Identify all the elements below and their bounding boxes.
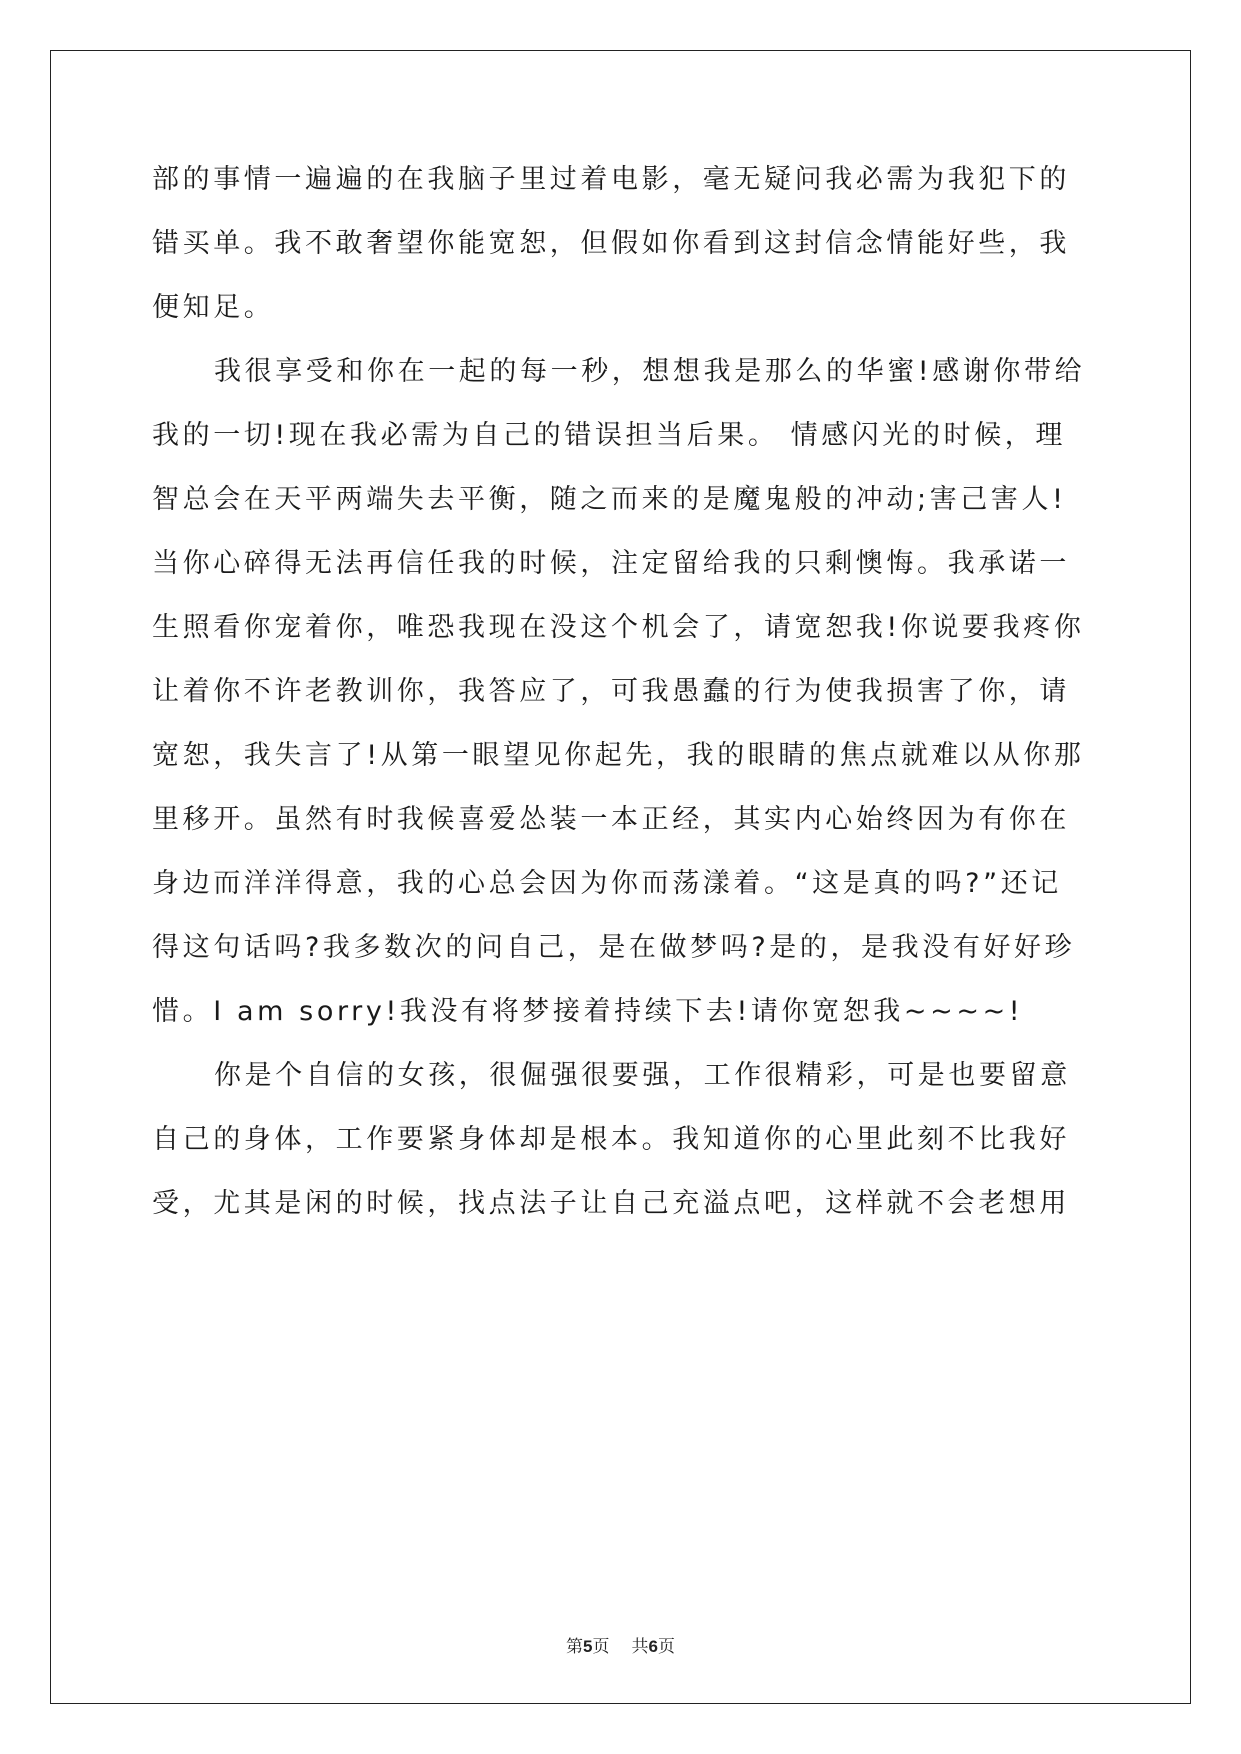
text-line: 我很享受和你在一起的每一秒，想想我是那么的华蜜!感谢你带给 xyxy=(214,356,1086,387)
text-line: 受，尤其是闲的时候，找点法子让自己充溢点吧，这样就不会老想用 xyxy=(152,1188,1070,1219)
text-line: 身边而洋洋得意，我的心总会因为你而荡漾着。“这是真的吗?”还记 xyxy=(152,868,1062,899)
text-line: 你是个自信的女孩，很倔强很要强，工作很精彩，可是也要留意 xyxy=(214,1060,1071,1091)
text-line: 惜。I am sorry!我没有将梦接着持续下去!请你宽恕我~~~~! xyxy=(152,996,1024,1027)
text-line: 部的事情一遍遍的在我脑子里过着电影，毫无疑问我必需为我犯下的 xyxy=(152,164,1070,195)
text-line: 让着你不许老教训你，我答应了，可我愚蠢的行为使我损害了你，请 xyxy=(152,676,1070,707)
text-line: 宽恕，我失言了!从第一眼望见你起先，我的眼睛的焦点就难以从你那 xyxy=(152,740,1085,771)
text-line: 错买单。我不敢奢望你能宽恕，但假如你看到这封信念情能好些，我 xyxy=(152,228,1070,259)
document-body xyxy=(152,148,1092,1236)
text-line: 生照看你宠着你，唯恐我现在没这个机会了，请宽恕我!你说要我疼你 xyxy=(152,612,1085,643)
text-line: 得这句话吗?我多数次的问自己，是在做梦吗?是的，是我没有好好珍 xyxy=(152,932,1076,963)
page-suffix: 页 xyxy=(592,1637,610,1657)
text-line: 自己的身体，工作要紧身体却是根本。我知道你的心里此刻不比我好 xyxy=(152,1124,1070,1155)
text-line: 里移开。虽然有时我候喜爱怂装一本正经，其实内心始终因为有你在 xyxy=(152,804,1070,835)
page-number: 5 xyxy=(583,1637,593,1656)
page-footer xyxy=(0,1632,1241,1657)
text-line: 我的一切!现在我必需为自己的错误担当后果。 情感闪光的时候，理 xyxy=(152,420,1067,451)
text-line: 当你心碎得无法再信任我的时候，注定留给我的只剩懊悔。我承诺一 xyxy=(152,548,1070,579)
total-prefix: 共 xyxy=(631,1637,649,1657)
total-pages: 6 xyxy=(648,1637,658,1656)
text-line: 智总会在天平两端失去平衡，随之而来的是魔鬼般的冲动;害己害人! xyxy=(152,484,1067,515)
page-prefix: 第 xyxy=(566,1637,584,1657)
total-suffix: 页 xyxy=(657,1637,675,1657)
text-line: 便知足。 xyxy=(152,292,275,323)
